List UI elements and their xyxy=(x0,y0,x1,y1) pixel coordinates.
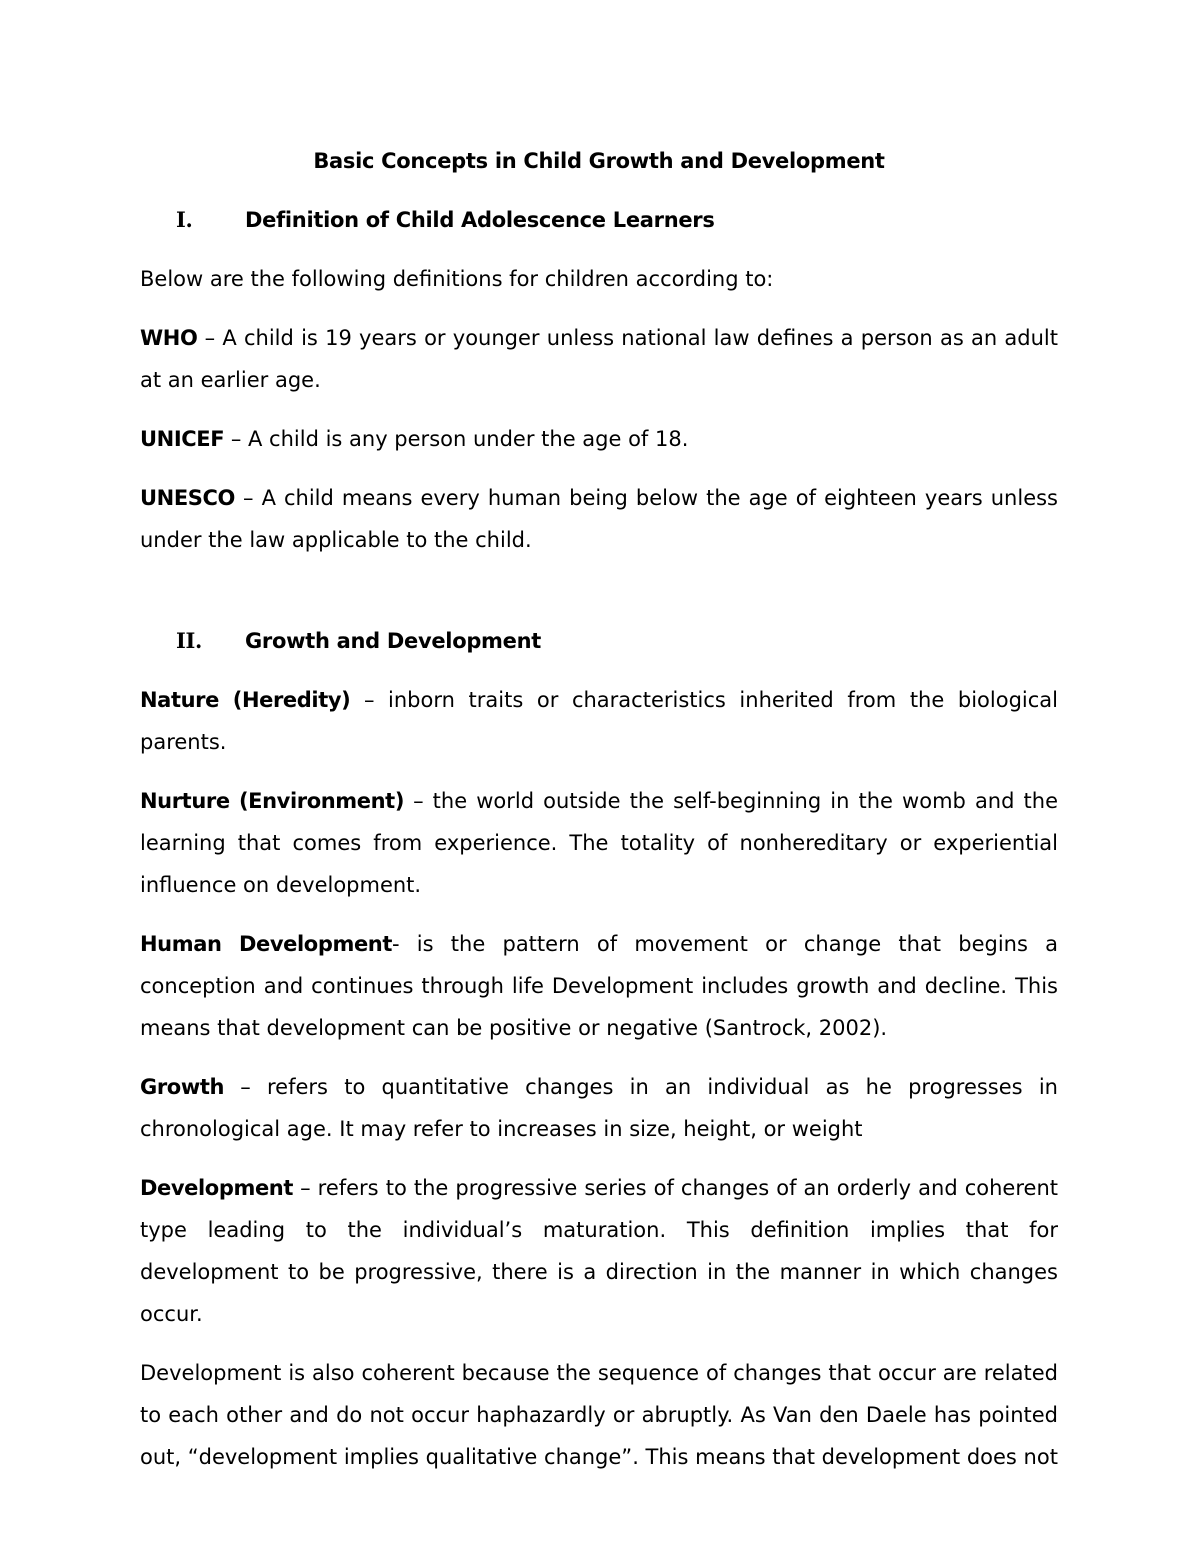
section-1-intro: Below are the following definitions for children according to: xyxy=(140,267,774,291)
section-2-number: II. xyxy=(176,628,203,653)
section-1-heading xyxy=(140,199,1058,241)
definition-term: Development xyxy=(140,1176,293,1200)
definition-development xyxy=(140,1167,1058,1335)
definition-nature xyxy=(140,679,1058,763)
definition-text: - is the pattern of movement or change that begins a conception and continues through life Development includes growth and decline. This means that development can be positive or negative (Santrock, 2002). xyxy=(140,932,1058,1040)
definition-term: Growth xyxy=(140,1075,225,1099)
definition-text: – the world outside the self-beginning in the womb and the learning that comes from experience. The totality of nonhereditary or experiential influence on development. xyxy=(140,789,1058,897)
definition-text: – A child is 19 years or younger unless national law defines a person as an adult at an earlier age. xyxy=(140,326,1058,392)
definition-unesco xyxy=(140,477,1058,561)
section-1-title: Definition of Child Adolescence Learners xyxy=(245,208,715,232)
definition-text: – refers to quantitative changes in an individual as he progresses in chronological age. It may refer to increases in size, height, or weight xyxy=(140,1075,1058,1141)
definition-who xyxy=(140,317,1058,401)
definition-term: Nature (Heredity) xyxy=(140,688,351,712)
document-title: Basic Concepts in Child Growth and Development xyxy=(313,149,885,173)
definition-text: – inborn traits or characteristics inherited from the biological parents. xyxy=(140,688,1058,754)
closing-paragraph: Development is also coherent because the sequence of changes that occur are related to each other and do not occur haphazardly or abruptly. As Van den Daele has pointed out, “development implies qualitative change”. This means that development does not xyxy=(140,1361,1058,1469)
definition-text: – A child is any person under the age of 18. xyxy=(224,427,689,451)
definition-text: – A child means every human being below the age of eighteen years unless under the law applicable to the child. xyxy=(140,486,1058,552)
section-2-title: Growth and Development xyxy=(245,629,541,653)
definition-nurture xyxy=(140,780,1058,906)
definition-term: Nurture (Environment) xyxy=(140,789,405,813)
definition-term: UNESCO xyxy=(140,486,235,510)
definition-unicef xyxy=(140,418,1058,460)
document-body xyxy=(140,140,1058,1495)
definition-growth xyxy=(140,1066,1058,1150)
section-spacer xyxy=(140,578,1058,620)
section-2-heading xyxy=(140,620,1058,662)
definition-term: WHO xyxy=(140,326,198,350)
definition-human-development xyxy=(140,923,1058,1049)
section-1-number: I. xyxy=(176,207,193,232)
definition-text: – refers to the progressive series of changes of an orderly and coherent type leading to the individual’s maturation. This definition implies that for development to be progressive, there is a direction in the manner in which changes occur. xyxy=(140,1176,1058,1326)
definition-term: UNICEF xyxy=(140,427,225,451)
definition-term: Human Development xyxy=(140,932,392,956)
